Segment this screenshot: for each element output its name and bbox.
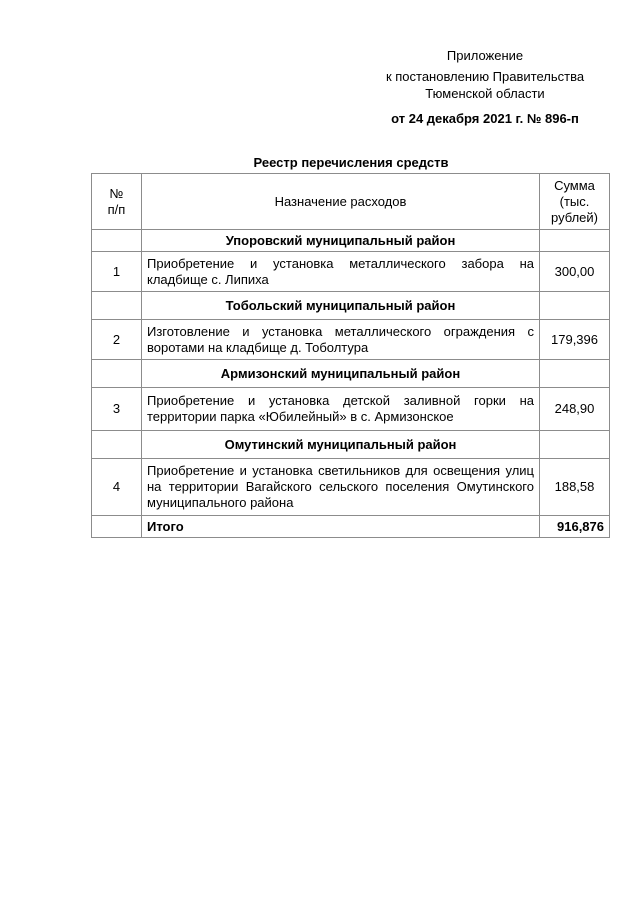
row-sum: 300,00 bbox=[540, 252, 610, 292]
document-title: Реестр перечисления средств bbox=[253, 155, 449, 170]
row-purpose: Приобретение и установка металлического забора на кладбище с. Липиха bbox=[142, 252, 540, 292]
table-row bbox=[92, 320, 610, 360]
district-row bbox=[92, 230, 610, 252]
total-label: Итого bbox=[142, 516, 540, 538]
header-purpose: Назначение расходов bbox=[142, 174, 540, 230]
total-row bbox=[92, 516, 610, 538]
header-num-line2: п/п bbox=[107, 201, 126, 217]
appendix-label: Приложение bbox=[446, 48, 524, 63]
row-num: 3 bbox=[92, 388, 142, 431]
row-num: 4 bbox=[92, 459, 142, 516]
appendix-date-number: от 24 декабря 2021 г. № 896-п bbox=[391, 111, 579, 126]
row-sum: 188,58 bbox=[540, 459, 610, 516]
header-sum bbox=[540, 174, 610, 230]
appendix-resolution: к постановлению Правительства bbox=[385, 69, 585, 84]
district-name: Армизонский муниципальный район bbox=[142, 360, 540, 388]
header-sum-line3: рублей) bbox=[551, 209, 598, 225]
header-num-line1: № bbox=[109, 185, 124, 201]
row-sum: 248,90 bbox=[540, 388, 610, 431]
row-num: 1 bbox=[92, 252, 142, 292]
table-row bbox=[92, 459, 610, 516]
row-purpose: Приобретение и установка детской заливной горки на территории парка «Юбилейный» в с. Армизонское bbox=[142, 388, 540, 431]
header-sum-line2: (тыс. bbox=[559, 193, 590, 209]
district-row bbox=[92, 292, 610, 320]
appendix-region: Тюменской области bbox=[425, 86, 545, 101]
district-row bbox=[92, 360, 610, 388]
district-row bbox=[92, 431, 610, 459]
row-num: 2 bbox=[92, 320, 142, 360]
district-name: Упоровский муниципальный район bbox=[142, 230, 540, 252]
district-name: Тобольский муниципальный район bbox=[142, 292, 540, 320]
row-purpose: Приобретение и установка светильников для освещения улиц на территории Вагайского сельского поселения Омутинского муниципального района bbox=[142, 459, 540, 516]
row-sum: 179,396 bbox=[540, 320, 610, 360]
header-sum-line1: Сумма bbox=[554, 177, 595, 193]
table-row bbox=[92, 252, 610, 292]
table-row bbox=[92, 388, 610, 431]
register-table bbox=[91, 173, 610, 538]
table-header-row bbox=[92, 174, 610, 230]
district-name: Омутинский муниципальный район bbox=[142, 431, 540, 459]
appendix-block bbox=[330, 47, 640, 128]
row-purpose: Изготовление и установка металлического ограждения с воротами на кладбище д. Тоболтура bbox=[142, 320, 540, 360]
total-sum: 916,876 bbox=[540, 516, 610, 538]
header-num bbox=[92, 174, 142, 230]
